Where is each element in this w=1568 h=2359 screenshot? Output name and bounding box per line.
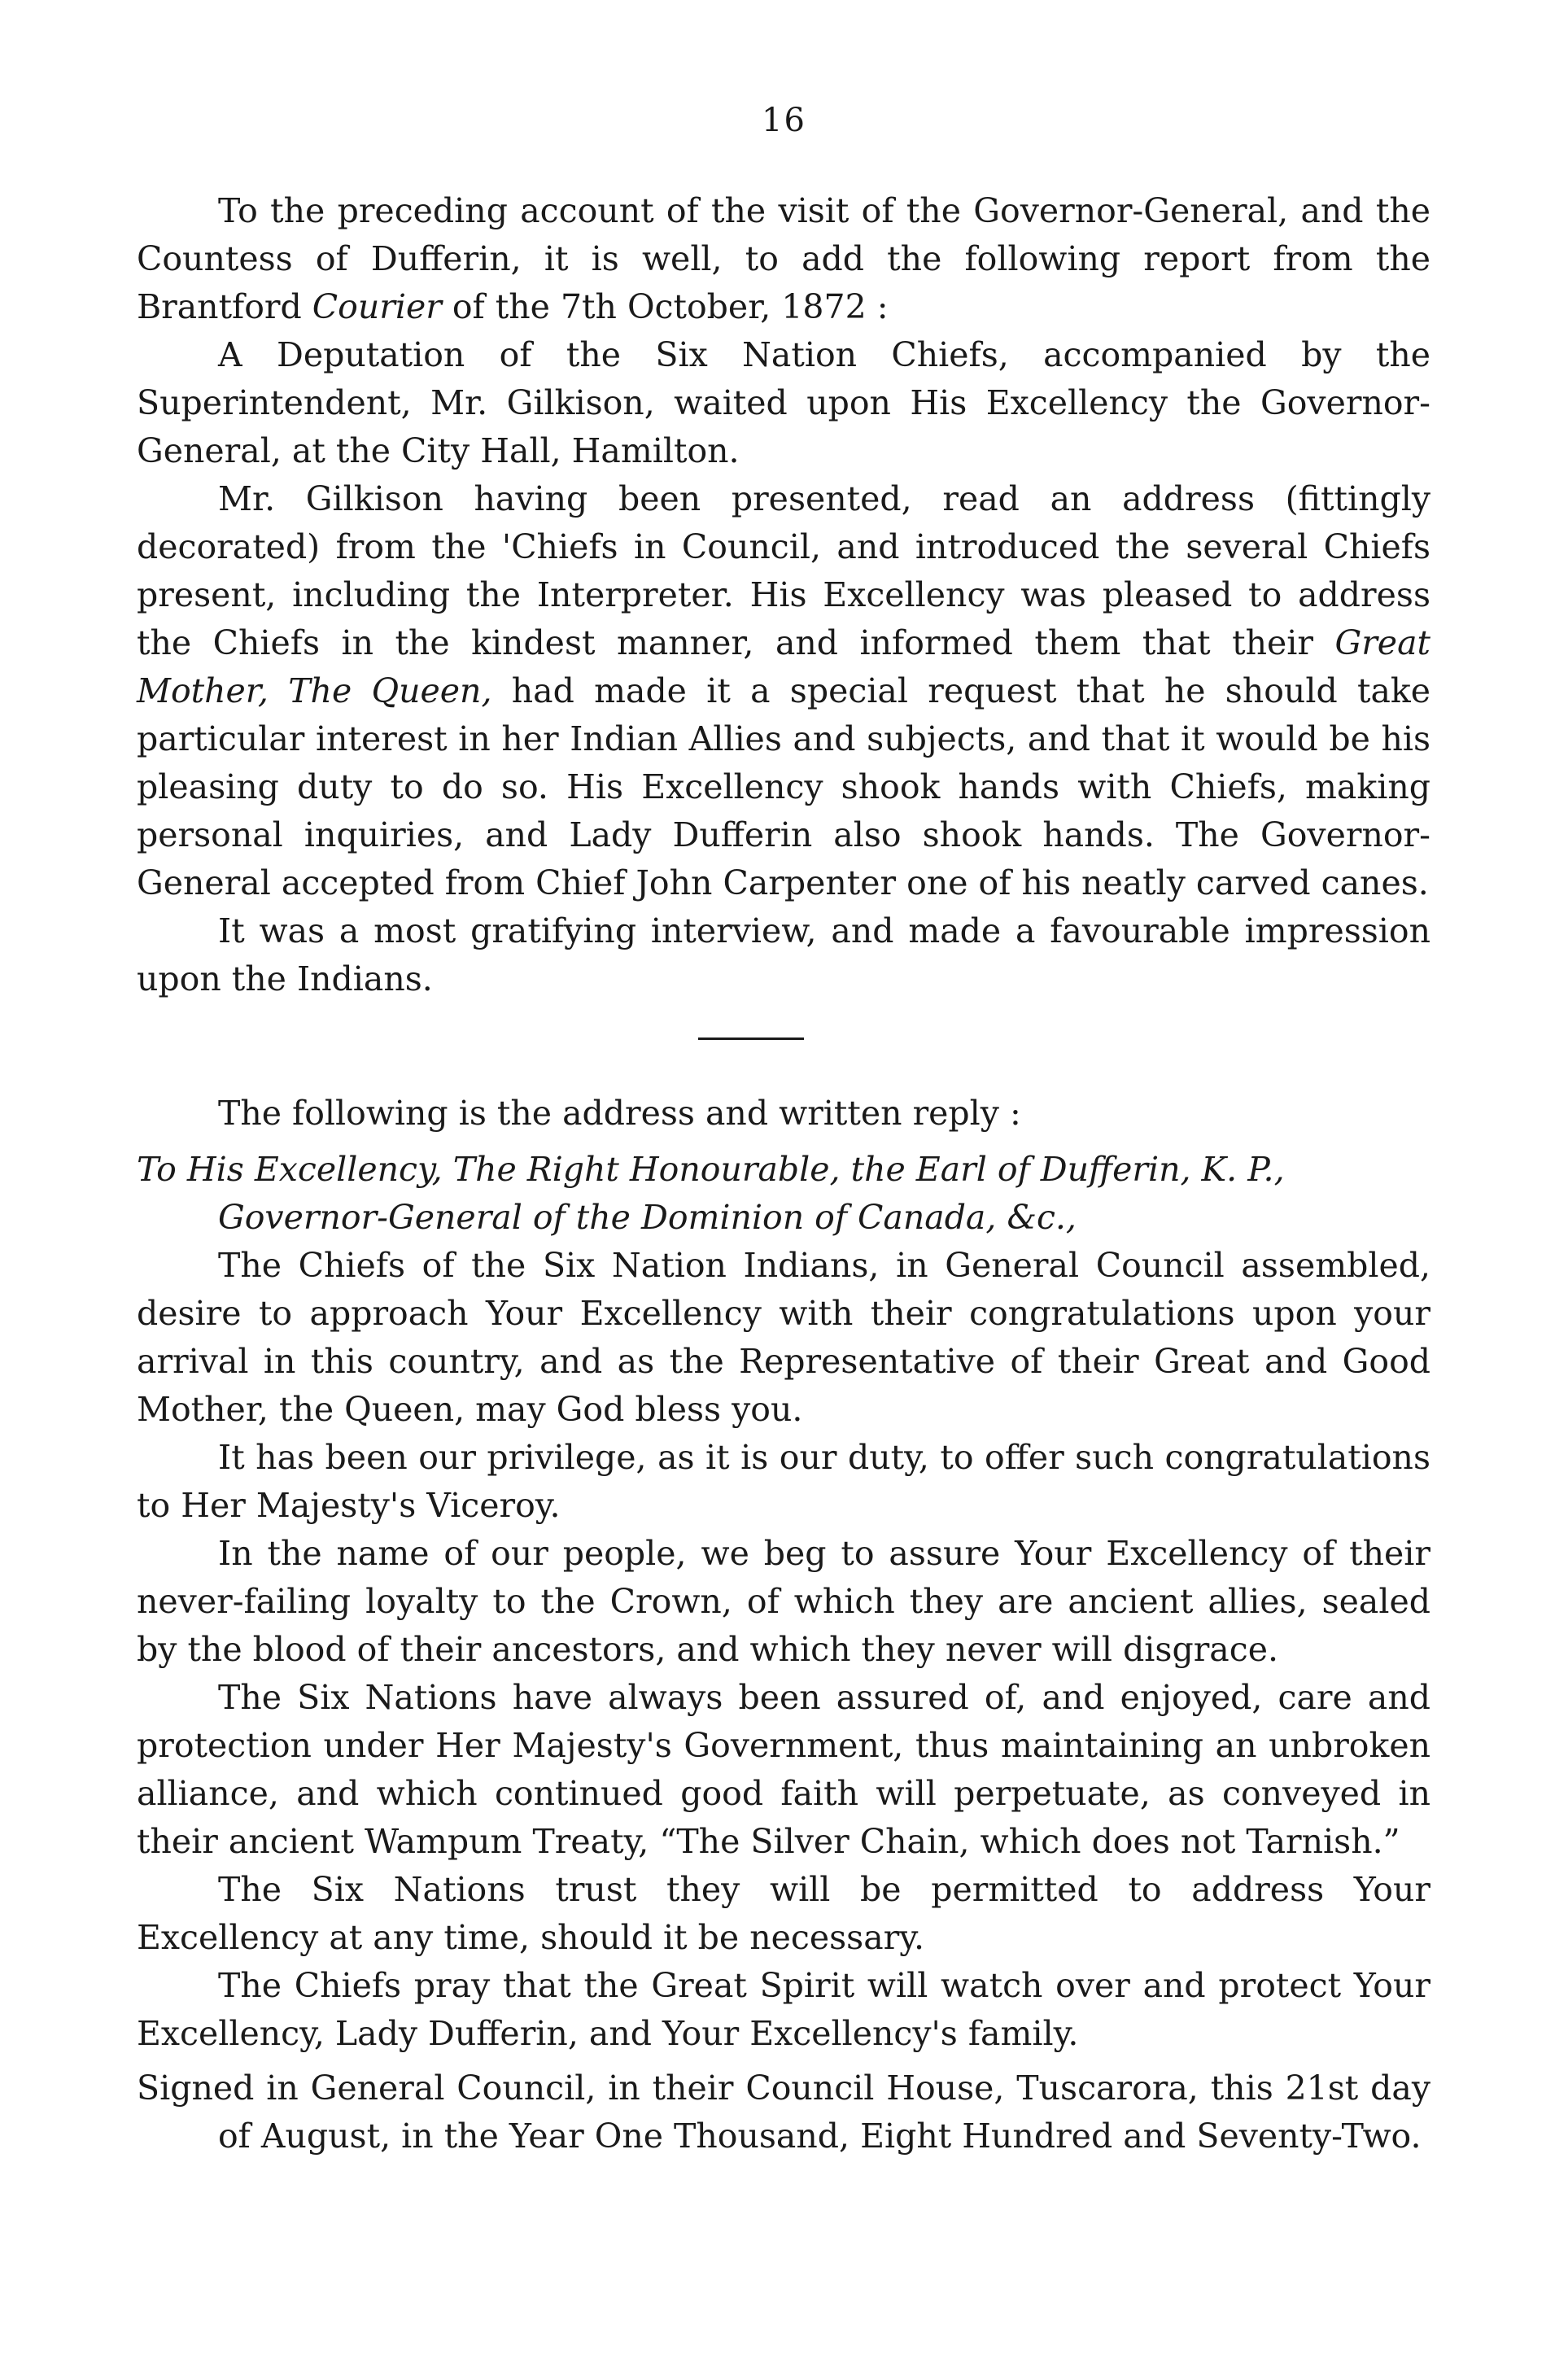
page-number: 16 bbox=[762, 102, 806, 139]
newspaper-name: Courier bbox=[312, 287, 442, 326]
intro-text-1: To the preceding account of the visit of the Governor-General, and the Countess of Dufferin, it is well, to add the following report from the Brantford bbox=[137, 191, 1430, 326]
address-lead: The following is the address and written reply : bbox=[218, 1094, 1021, 1133]
address-paragraph: The Six Nations trust they will be permitted to address Your Excellency at any time, should it be necessary. bbox=[137, 1870, 1430, 1957]
signature-line: Signed in General Council, in their Council House, Tuscarora, this 21st day of August, in the Year One Thousand, Eight Hundred and Seventy-Two. bbox=[137, 2068, 1430, 2156]
section-divider bbox=[698, 1038, 804, 1040]
address-paragraph: It has been our privilege, as it is our duty, to offer such congratulations to Her Majesty's Viceroy. bbox=[137, 1438, 1430, 1525]
presented-paragraph bbox=[137, 475, 1430, 907]
address-paragraph: The Chiefs of the Six Nation Indians, in General Council assembled, desire to approach Your Excellency with their congratulations upon your arrival in this country, and as the Representative of their Great and Good Mother, the Queen, may God bless you. bbox=[137, 1246, 1430, 1429]
report-section bbox=[137, 187, 1430, 1003]
address-paragraph: The Six Nations have always been assured of, and enjoyed, care and protection under Her Majesty's Government, thus maintaining an unbroken alliance, and which continued good faith will perpetuate, as conveyed in their ancient Wampum Treaty, “The Silver Chain, which does not Tarnish.” bbox=[137, 1678, 1430, 1861]
presented-text-2: had made it a special request that he should take particular interest in her Indian Allies and subjects, and that it would be his pleasing duty to do so. His Excellency shook hands with Chiefs, making personal inquiries, and Lady Dufferin also shook hands. The Governor-General accepted from Chief John Carpenter one of his neatly carved canes. bbox=[137, 671, 1430, 902]
presented-text-1: Mr. Gilkison having been presented, read an address (fittingly decorated) from the 'Chiefs in Council, and introduced the several Chiefs present, including the Interpreter. His Excellency was pleased to address the Chiefs in the kindest manner, and informed them that their bbox=[137, 479, 1430, 662]
deputation-paragraph: A Deputation of the Six Nation Chiefs, accompanied by the Superintendent, Mr. Gilkison, waited upon His Excellency the Governor-General, at the City Hall, Hamilton. bbox=[137, 335, 1430, 470]
address-paragraph: In the name of our people, we beg to assure Your Excellency of their never-failing loyalty to the Crown, of which they are ancient allies, sealed by the blood of their ancestors, and which they never will disgrace. bbox=[137, 1534, 1430, 1669]
gratifying-paragraph: It was a most gratifying interview, and made a favourable impression upon the Indians. bbox=[137, 911, 1430, 998]
intro-text-2: of the 7th October, 1872 : bbox=[441, 287, 889, 326]
address-paragraph: The Chiefs pray that the Great Spirit will watch over and protect Your Excellency, Lady Dufferin, and Your Excellency's family. bbox=[137, 1966, 1430, 2053]
great-mother-phrase: Great Mother, The Queen, bbox=[137, 623, 1430, 710]
address-section bbox=[137, 1086, 1430, 2160]
address-salutation: To His Excellency, The Right Honourable, the Earl of Dufferin, K. P., Governor-General of the Dominion of Canada, &c., bbox=[137, 1150, 1285, 1237]
intro-paragraph bbox=[137, 187, 1430, 331]
